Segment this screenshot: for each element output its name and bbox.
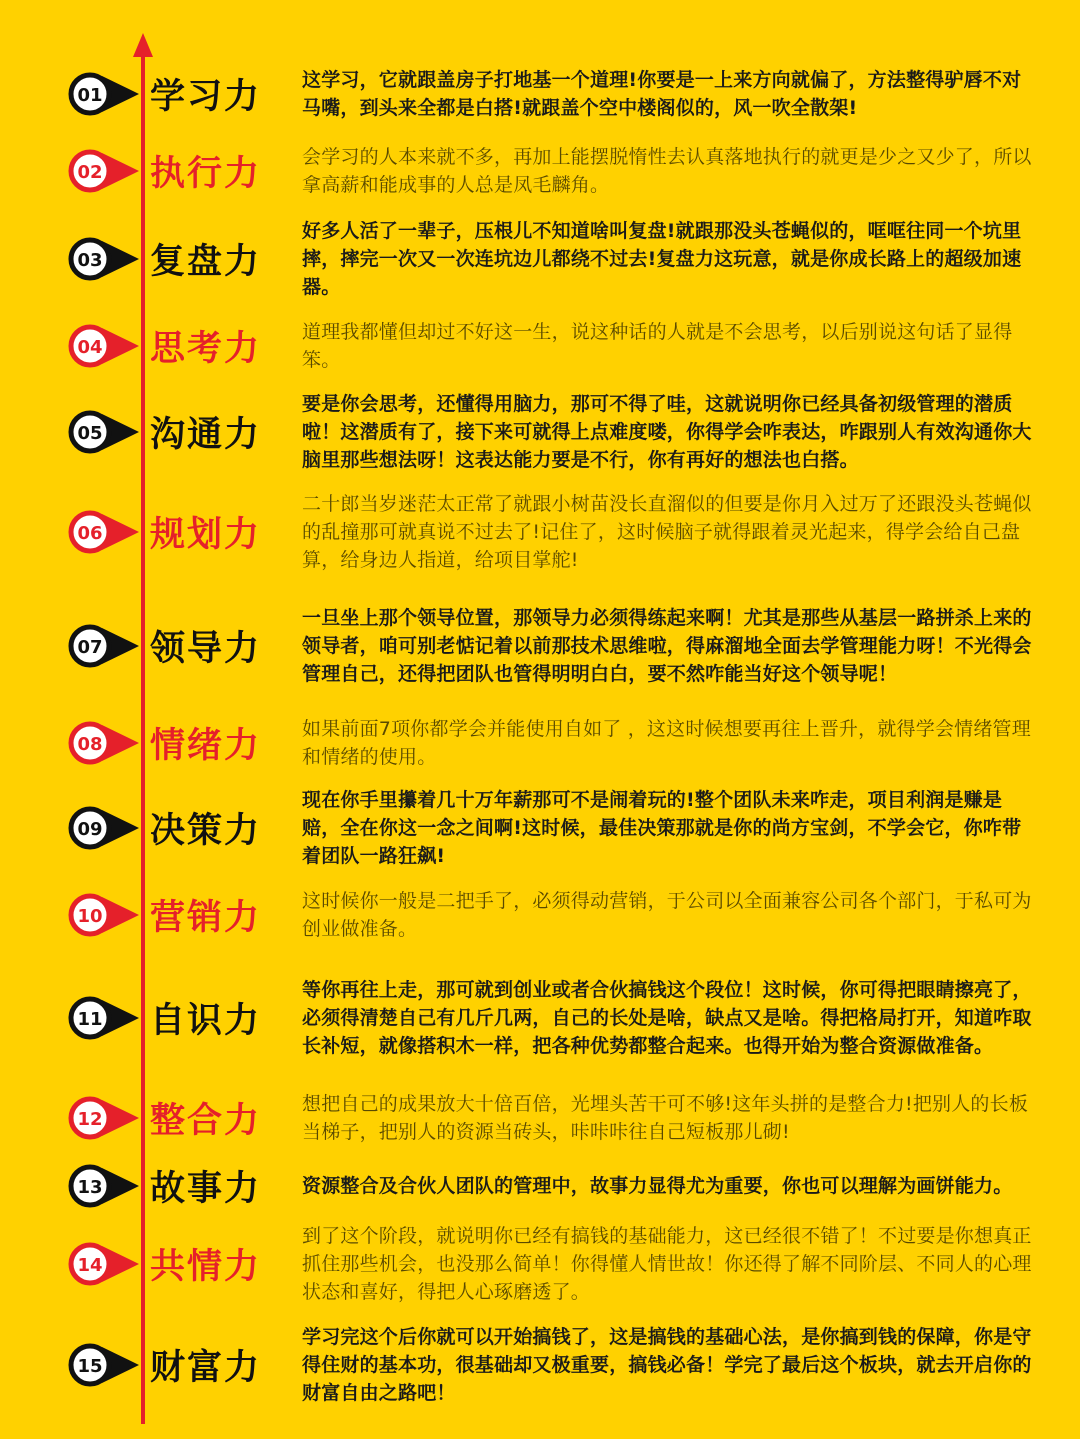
number-badge: [62, 1242, 142, 1286]
number-badge: [62, 624, 142, 668]
list-item: [0, 785, 1080, 871]
skill-title: 规划力: [150, 515, 262, 555]
up-arrow-icon: [133, 33, 153, 57]
item-number: 13: [77, 1177, 103, 1198]
item-number: 02: [77, 162, 103, 183]
skill-title: 情绪力: [150, 726, 262, 766]
item-number: 14: [77, 1255, 103, 1276]
skill-title: 共情力: [150, 1247, 262, 1287]
list-item: [0, 960, 1080, 1076]
item-number: 05: [77, 423, 103, 444]
item-number: 01: [77, 85, 103, 106]
number-badge: [62, 806, 142, 850]
skill-description: 想把自己的成果放大十倍百倍，光埋头苦干可不够!这年头拼的是整合力!把别人的长板当梯子，把别人的资源当砖头，咔咔咔往自己短板那儿砌!: [302, 1093, 1029, 1143]
skill-title: 营销力: [150, 898, 262, 938]
skill-description: 要是你会思考，还懂得用脑力，那可不得了哇，这就说明你已经具备初级管理的潜质啦！这潜质有了，接下来可就得上点难度喽，你得学会咋表达，咋跟别人有效沟通你大脑里那些想法呀！这表达能力要是不行，你有再好的想法也白搭。: [302, 393, 1032, 471]
list-item: [0, 1218, 1080, 1310]
number-badge: [62, 237, 142, 281]
item-number: 04: [77, 337, 103, 358]
number-badge: [62, 410, 142, 454]
number-badge: [62, 1343, 142, 1387]
list-item: [0, 387, 1080, 477]
list-item: [0, 486, 1080, 578]
list-item: [0, 1086, 1080, 1150]
skill-title: 执行力: [150, 154, 262, 194]
list-item: [0, 711, 1080, 775]
skill-title: 整合力: [150, 1101, 262, 1141]
number-badge: [62, 893, 142, 937]
skill-description: 二十郎当岁迷茫太正常了就跟小树苗没长直溜似的但要是你月入过万了还跟没头苍蝇似的乱撞那可就真说不过去了!记住了，这时候脑子就得跟着灵光起来，得学会给自己盘算，给身边人指道，给项目掌舵!: [302, 493, 1032, 571]
number-badge: [62, 1164, 142, 1208]
number-badge: [62, 149, 142, 193]
skill-title: 复盘力: [150, 242, 262, 282]
item-number: 09: [77, 819, 103, 840]
skill-title: 思考力: [150, 329, 262, 369]
item-number: 10: [77, 906, 103, 927]
item-number: 03: [77, 250, 103, 271]
item-number: 15: [77, 1356, 103, 1377]
list-item: [0, 590, 1080, 702]
item-number: 12: [77, 1109, 103, 1130]
list-item: [0, 1162, 1080, 1210]
skill-description: 资源整合及合伙人团队的管理中，故事力显得尤为重要，你也可以理解为画饼能力。: [302, 1175, 1013, 1197]
item-number: 11: [77, 1009, 103, 1030]
skill-title: 财富力: [150, 1348, 262, 1388]
skill-title: 自识力: [150, 1001, 262, 1041]
skill-title: 学习力: [150, 77, 262, 117]
skill-description: 到了这个阶段，就说明你已经有搞钱的基础能力，这已经很不错了！不过要是你想真正抓住那些机会，也没那么简单！你得懂人情世故！你还得了解不同阶层、不同人的心理状态和喜好，得把人心琢磨透了。: [302, 1225, 1032, 1303]
item-number: 06: [77, 523, 103, 544]
number-badge: [62, 996, 142, 1040]
skill-title: 沟通力: [150, 415, 262, 455]
list-item: [0, 314, 1080, 378]
list-item: [0, 1319, 1080, 1411]
skill-description: 如果前面7项你都学会并能使用自如了 ，这这时候想要再往上晋升，就得学会情绪管理和情绪的使用。: [302, 718, 1031, 768]
skill-title: 决策力: [150, 811, 262, 851]
skill-description: 学习完这个后你就可以开始搞钱了，这是搞钱的基础心法，是你搞到钱的保障，你是守得住财的基本功，很基础却又极重要，搞钱必备！学完了最后这个板块，就去开启你的财富自由之路吧！: [302, 1326, 1032, 1404]
list-item: [0, 139, 1080, 203]
number-badge: [62, 1096, 142, 1140]
number-badge: [62, 510, 142, 554]
number-badge: [62, 72, 142, 116]
skill-title: 故事力: [150, 1169, 262, 1209]
skill-title: 领导力: [150, 629, 262, 669]
list-item: [0, 59, 1080, 129]
skill-description: 这时候你一般是二把手了，必须得动营销，于公司以全面兼容公司各个部门，于私可为创业做准备。: [302, 890, 1032, 940]
skill-description: 等你再往上走，那可就到创业或者合伙搞钱这个段位！这时候，你可得把眼睛擦亮了，必须得清楚自己有几斤几两，自己的长处是啥，缺点又是啥。得把格局打开，知道咋取长补短，就像搭积木一样，把各种优势都整合起来。也得开始为整合资源做准备。: [302, 979, 1032, 1057]
number-badge: [62, 324, 142, 368]
item-number: 07: [77, 637, 103, 658]
list-item: [0, 215, 1080, 303]
skill-description: 好多人活了一辈子，压根儿不知道啥叫复盘!就跟那没头苍蝇似的，哐哐往同一个坑里摔，摔完一次又一次连坑边儿都绕不过去!复盘力这玩意，就是你成长路上的超级加速器。: [302, 220, 1022, 298]
skill-description: 会学习的人本来就不多，再加上能摆脱惰性去认真落地执行的就更是少之又少了，所以拿高薪和能成事的人总是凤毛麟角。: [302, 146, 1032, 196]
item-number: 08: [77, 734, 103, 755]
skill-description: 一旦坐上那个领导位置，那领导力必须得练起来啊！尤其是那些从基层一路拼杀上来的领导者，咱可别老惦记着以前那技术思维啦，得麻溜地全面去学管理能力呀！不光得会管理自己，还得把团队也管得明明白白，要不然咋能当好这个领导呢！: [302, 607, 1032, 685]
skill-description: 道理我都懂但却过不好这一生，说这种话的人就是不会思考，以后别说这句话了显得笨。: [302, 321, 1013, 371]
number-badge: [62, 721, 142, 765]
skill-description: 这学习，它就跟盖房子打地基一个道理!你要是一上来方向就偏了，方法整得驴唇不对马嘴，到头来全都是白搭!就跟盖个空中楼阁似的，风一吹全散架!: [302, 69, 1022, 119]
list-item: [0, 883, 1080, 947]
skill-description: 现在你手里攥着几十万年薪那可不是闹着玩的!整个团队未来咋走，项目利润是赚是赔，全在你这一念之间啊!这时候，最佳决策那就是你的尚方宝剑，不学会它，你咋带着团队一路狂飙!: [302, 789, 1022, 867]
